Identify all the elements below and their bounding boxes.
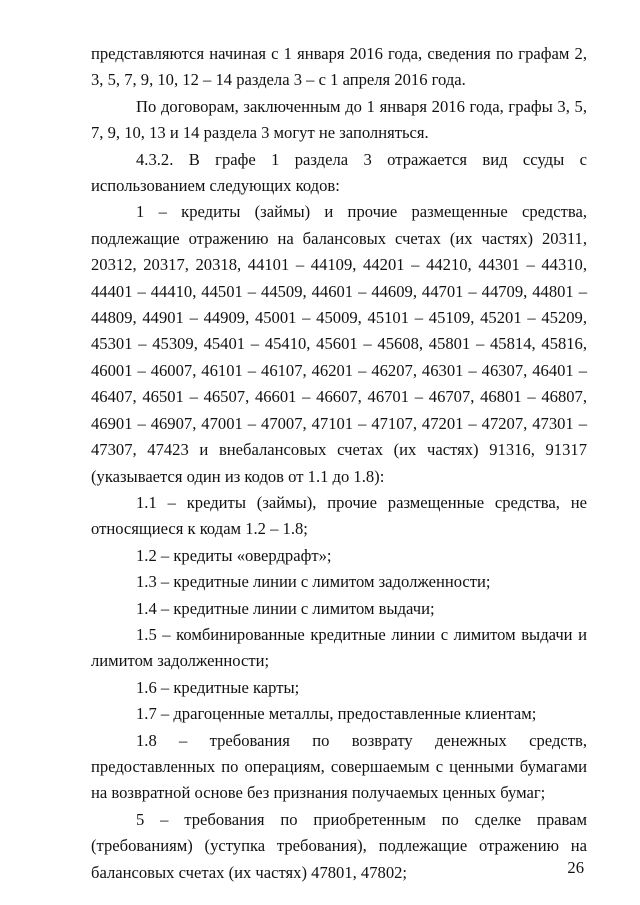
paragraph-code-1-7: 1.7 – драгоценные металлы, предоставленные клиентам; <box>136 704 537 724</box>
paragraph-code-1-6: 1.6 – кредитные карты; <box>136 677 300 697</box>
paragraph-code-1-4: 1.4 – кредитные линии с лимитом выдачи; <box>136 598 435 618</box>
paragraph-section-4-3-2: 4.3.2. В графе 1 раздела 3 отражается вид ссуды с использованием следующих кодов: <box>91 149 587 196</box>
paragraph-code-1-1: 1.1 – кредиты (займы), прочие размещенные средства, не относящиеся к кодам 1.2 – 1.8; <box>91 492 587 539</box>
page-number: 26 <box>567 858 584 877</box>
paragraph-code-5: 5 – требования по приобретенным по сделке правам (требованиям) (уступка требования), подлежащие отражению на балансовых счетах (их частях) 47801, 47802; <box>91 809 587 882</box>
paragraph-contracts-before-2016: По договорам, заключенным до 1 января 2016 года, графы 3, 5, 7, 9, 10, 13 и 14 раздела 3 могут не заполняться. <box>91 96 587 143</box>
paragraph-code-1-5: 1.5 – комбинированные кредитные линии с лимитом выдачи и лимитом задолженности; <box>91 624 587 671</box>
document-body <box>91 41 587 886</box>
paragraph-code-1-3: 1.3 – кредитные линии с лимитом задолженности; <box>136 572 491 592</box>
paragraph-code-1-2: 1.2 – кредиты «овердрафт»; <box>136 545 332 565</box>
paragraph-code-1-8: 1.8 – требования по возврату денежных средств, предоставленных по операциям, совершаемым с ценными бумагами на возвратной основе без признания получаемых ценных бумаг; <box>91 730 587 803</box>
paragraph-continuation: представляются начиная с 1 января 2016 года, сведения по графам 2, 3, 5, 7, 9, 10, 12 – 14 раздела 3 – с 1 апреля 2016 года. <box>91 44 587 90</box>
paragraph-code-1: 1 – кредиты (займы) и прочие размещенные средства, подлежащие отражению на балансовых счетах (их частях) 20311, 20312, 20317, 20318, 44101 – 44109, 44201 – 44210, 44301 – 44310, 44401 – 44410, 44501 – 44509, 44601 – 44609, 44701 – 44709, 44801 – 44809, 44901 – 44909, 45001 – 45009, 45101 – 45109, 45201 – 45209, 45301 – 45309, 45401 – 45410, 45601 – 45608, 45801 – 45814, 45816, 46001 – 46007, 46101 – 46107, 46201 – 46207, 46301 – 46307, 46401 – 46407, 46501 – 46507, 46601 – 46607, 46701 – 46707, 46801 – 46807, 46901 – 46907, 47001 – 47007, 47101 – 47107, 47201 – 47207, 47301 – 47307, 47423 и внебалансовых счетах (их частях) 91316, 91317 (указывается один из кодов от 1.1 до 1.8): <box>91 202 587 486</box>
